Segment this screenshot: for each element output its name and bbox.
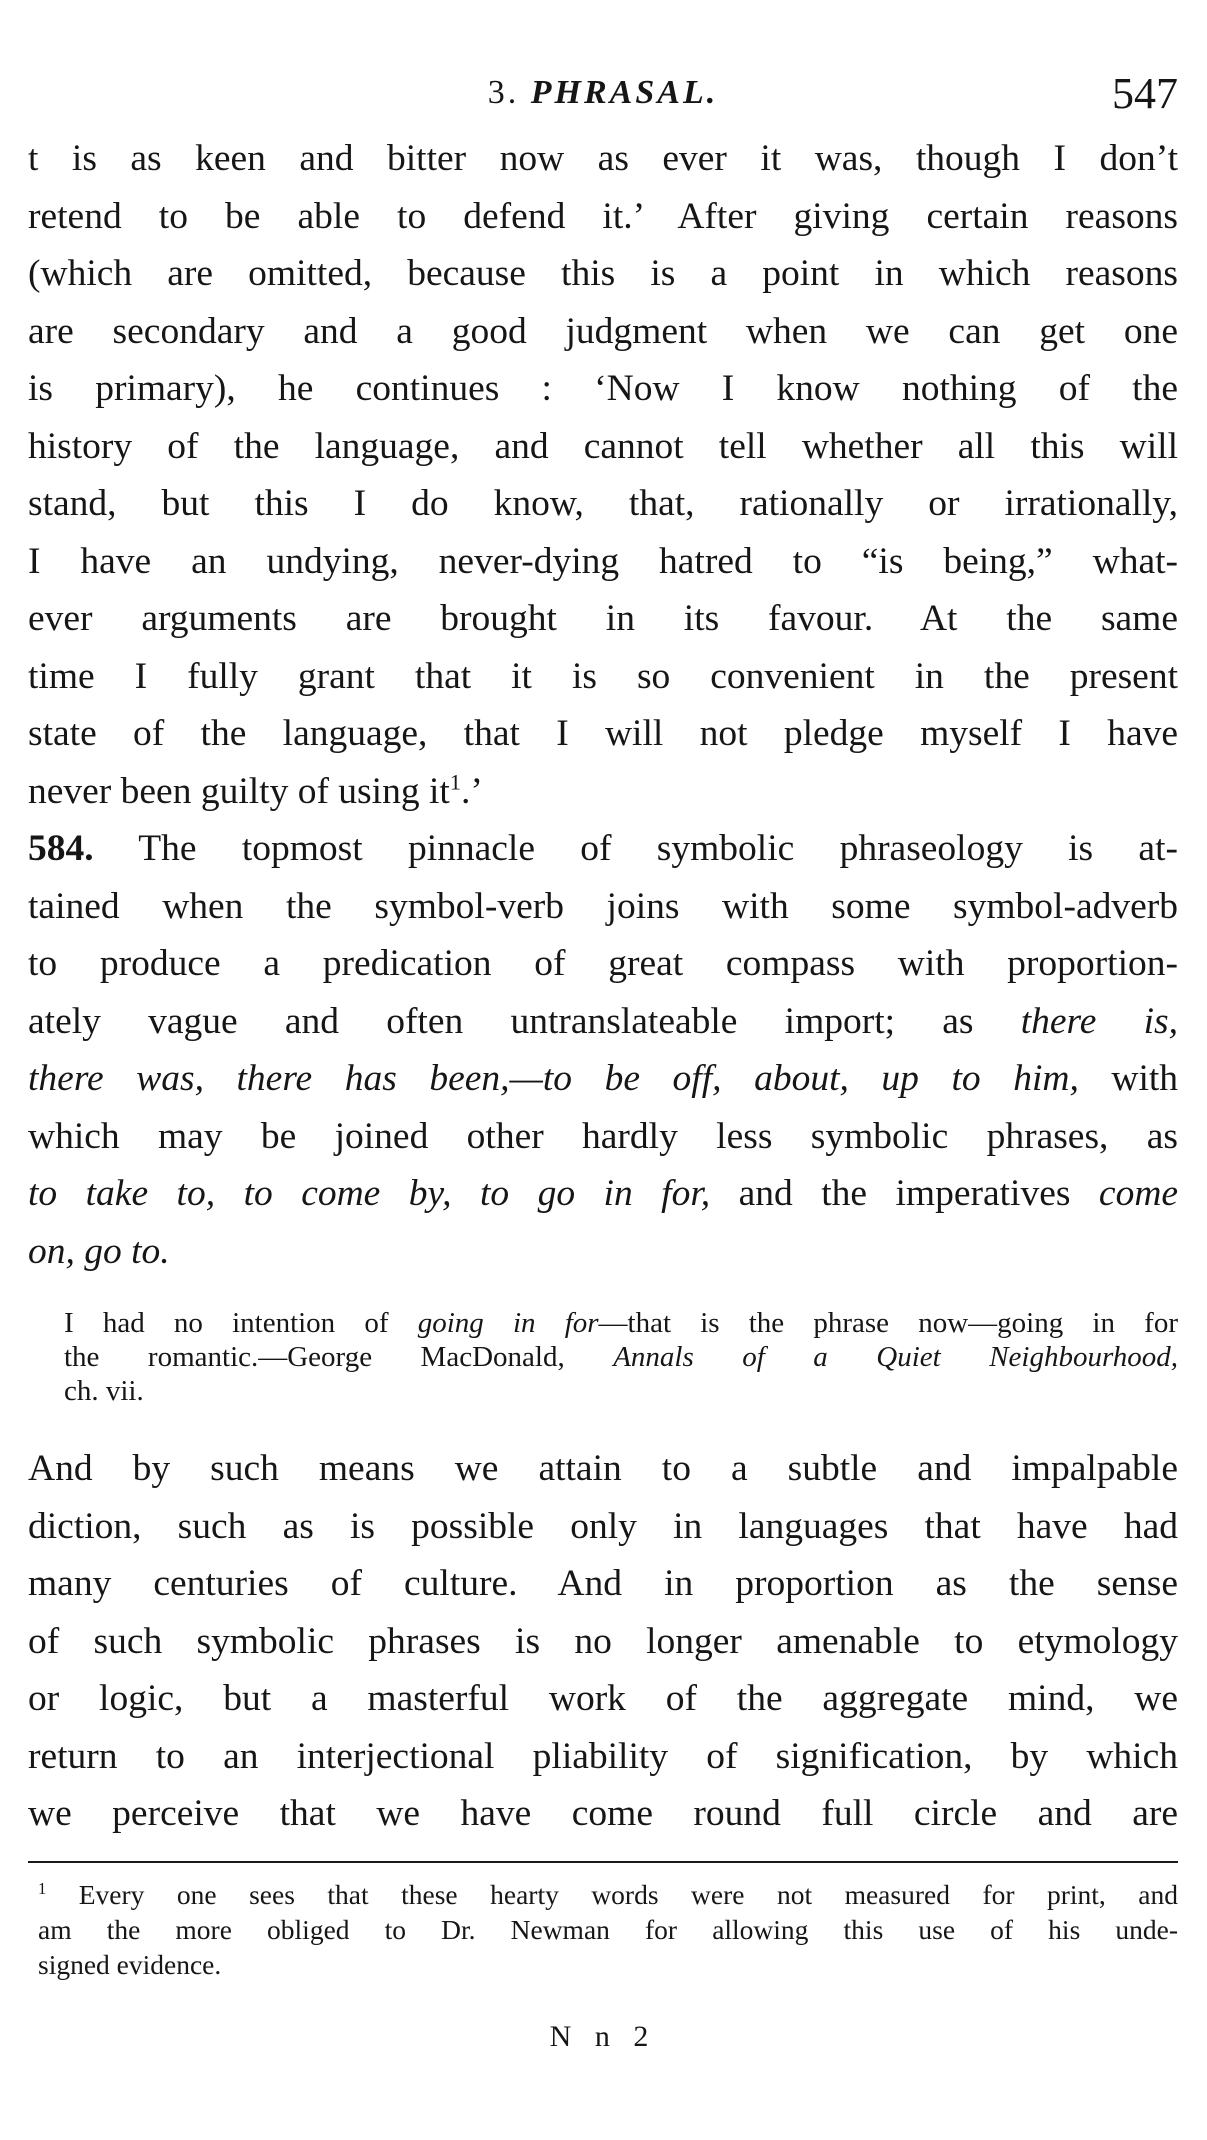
text-line: are secondary and a good judgment when we can get one [28, 310, 1178, 352]
italic-phrase: to go in for, [479, 1173, 711, 1214]
quote-line [64, 1340, 1178, 1374]
text-fragment: Every one sees that these hearty words were not measured for print, and [78, 1878, 1179, 1910]
italic-phrase: up to him, [881, 1058, 1079, 1099]
text-line [28, 1223, 1178, 1281]
footnote-reference[interactable]: 1 [449, 769, 462, 794]
footnote-marker: 1 [38, 1878, 47, 1898]
text-line: ever arguments are brought in its favour. At the same [28, 598, 1178, 639]
text-line: stand, but this I do know, that, rationally or irrationally, [28, 483, 1178, 524]
text-line: (which are omitted, because this is a point in which reasons [28, 253, 1178, 294]
paragraph-continued [28, 130, 1178, 820]
italic-phrase: there has been,—to be off, [236, 1058, 722, 1099]
section-title: PHRASAL. [530, 74, 719, 111]
text-line: return to an interjectional pliability of signification, by which [28, 1735, 1178, 1777]
footnote-line: am the more obliged to Dr. Newman for allowing this use of his unde- [38, 1913, 1178, 1945]
text-line: or logic, but a masterful work of the aggregate mind, we [28, 1678, 1178, 1719]
text-fragment: I had no intention of [64, 1307, 389, 1339]
text-line: of such symbolic phrases is no longer amenable to etymology [28, 1620, 1178, 1662]
text-line: is primary), he continues : ‘Now I know nothing of the [28, 368, 1178, 409]
paragraph-number: 584. [28, 828, 94, 869]
text-line: diction, such as is possible only in languages that have had [28, 1505, 1178, 1547]
text-line: to produce a predication of great compass with proportion- [28, 943, 1178, 984]
quotation-block [64, 1306, 1178, 1408]
italic-phrase: Annals of a Quiet Neighbourhood, [613, 1341, 1178, 1373]
section-number: 3. [487, 74, 520, 111]
text-fragment: .’ [461, 770, 483, 812]
text-line [28, 763, 1178, 821]
quote-line [64, 1306, 1178, 1340]
footnote-line [38, 1877, 1178, 1912]
text-fragment: and the imperatives [738, 1173, 1071, 1214]
running-head [28, 74, 1178, 112]
italic-phrase: to come by, [243, 1173, 452, 1214]
text-line: which may be joined other hardly less symbolic phrases, as [28, 1115, 1178, 1157]
paragraph-584 [28, 820, 1178, 1280]
page-header [28, 60, 1178, 130]
text-line [28, 1165, 1178, 1223]
italic-phrase: on, go to. [28, 1230, 170, 1272]
text-line [28, 820, 1178, 878]
text-line: retend to be able to defend it.’ After giving certain reasons [28, 195, 1178, 237]
footnote-line: signed evidence. [38, 1948, 222, 1980]
text-fragment: ately vague and often untranslateable import; as [28, 1000, 974, 1042]
signature-mark: N n 2 [549, 2019, 657, 2053]
text-line: tained when the symbol-verb joins with some symbol-adverb [28, 885, 1178, 927]
text-line [28, 993, 1178, 1051]
italic-phrase: to take to, [28, 1173, 216, 1214]
text-line [28, 1050, 1178, 1108]
text-line: many centuries of culture. And in proportion as the sense [28, 1563, 1178, 1604]
page-number: 547 [1112, 69, 1178, 118]
italic-phrase: about, [754, 1058, 849, 1099]
text-fragment: with [1111, 1058, 1179, 1099]
text-line: t is as keen and bitter now as ever it was, though I don’t [28, 138, 1178, 179]
text-fragment: The topmost pinnacle of symbolic phraseology is at- [138, 828, 1178, 869]
text-line: history of the language, and cannot tell whether all this will [28, 425, 1178, 467]
book-page [28, 60, 1178, 2054]
text-line: I have an undying, never-dying hatred to “is being,” what- [28, 540, 1178, 582]
italic-phrase: going in for [417, 1307, 599, 1339]
footnote-divider [28, 1861, 1178, 1863]
text-line: we perceive that we have come round full circle and are [28, 1793, 1178, 1834]
footnote [28, 1877, 1178, 1982]
text-line: state of the language, that I will not pledge myself I have [28, 713, 1178, 754]
italic-phrase: come [1098, 1173, 1179, 1214]
text-fragment: —that is the phrase now—going in for [598, 1307, 1178, 1339]
italic-phrase: there is, [1020, 1000, 1178, 1042]
paragraph-continued-2 [28, 1440, 1178, 1843]
text-line: And by such means we attain to a subtle and impalpable [28, 1448, 1178, 1489]
italic-phrase: there was, [28, 1058, 204, 1099]
text-fragment: never been guilty of using it [28, 770, 450, 812]
quote-line: ch. vii. [64, 1375, 144, 1407]
text-fragment: the romantic.—George MacDonald, [64, 1341, 565, 1373]
text-line: time I fully grant that it is so convenient in the present [28, 655, 1178, 697]
